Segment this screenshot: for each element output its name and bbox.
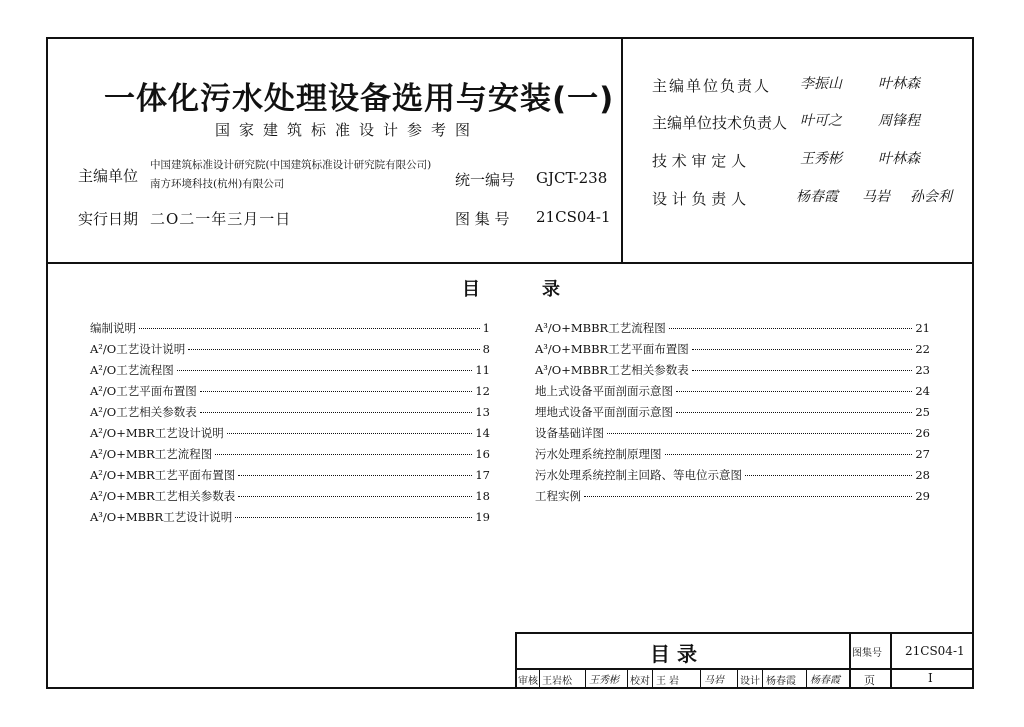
title-block-mid-line (515, 668, 973, 670)
reviewer-name: 王岩松 (542, 676, 572, 687)
toc-entry[interactable]: A²/O+MBR工艺平面布置图 17 (90, 468, 490, 482)
chief-unit-tech-leader-sig-2: 周锋程 (878, 113, 920, 129)
tb-sep (737, 668, 738, 688)
tb-sep (700, 668, 701, 688)
atlas-subtitle: 国家建筑标准设计参考图 (215, 121, 480, 139)
atlas-title: 一体化污水处理设备选用与安装(一) (104, 81, 615, 117)
editor-unit-line1: 中国建筑标准设计研究院(中国建筑标准设计研究院有限公司) (150, 159, 432, 171)
tech-approver-sig-1: 王秀彬 (800, 151, 842, 167)
toc-entry[interactable]: A²/O工艺流程图 11 (90, 363, 490, 377)
chief-unit-leader-sig-2: 叶林森 (878, 76, 920, 92)
toc-entry[interactable]: 设备基础详图 26 (535, 426, 930, 440)
toc-entry[interactable]: A³/O+MBBR工艺设计说明 19 (90, 510, 490, 524)
review-signature: 王秀彬 (589, 675, 619, 686)
toc-entry[interactable]: A²/O工艺相关参数表 13 (90, 405, 490, 419)
page-value: I (928, 671, 933, 685)
chief-unit-leader-sig-1: 李振山 (800, 76, 842, 92)
toc-entry[interactable]: A³/O+MBBR工艺相关参数表 23 (535, 363, 930, 377)
effective-date-value: 二O二一年三月一日 (150, 210, 292, 228)
tb-sep (806, 668, 807, 688)
toc-entry[interactable]: 工程实例 29 (535, 489, 930, 503)
atlas-no-value: 21CS04-1 (536, 208, 611, 226)
toc-entry[interactable]: 污水处理系统控制主回路、等电位示意图 28 (535, 468, 930, 482)
tb-sep (585, 668, 586, 688)
tech-approver-sig-2: 叶林森 (878, 151, 920, 167)
chief-unit-tech-leader-sig-1: 叶可之 (800, 113, 842, 129)
toc-entry[interactable]: A³/O+MBBR工艺平面布置图 22 (535, 342, 930, 356)
toc-entry[interactable]: A²/O+MBR工艺设计说明 14 (90, 426, 490, 440)
title-block-col-divider (849, 632, 851, 688)
toc-entry[interactable]: 埋地式设备平面剖面示意图 25 (535, 405, 930, 419)
tb-sep (762, 668, 763, 688)
toc-entry[interactable]: 编制说明 1 (90, 321, 490, 335)
title-block-top-line (515, 632, 973, 634)
tech-approver-label: 技 术 审 定 人 (652, 152, 747, 170)
check-signature: 马岩 (704, 675, 724, 686)
toc-title-2: 录 (542, 279, 560, 300)
title-block-caption: 目 录 (650, 642, 697, 666)
unified-no-label: 统一编号 (455, 171, 516, 189)
check-label: 校对 (630, 676, 650, 687)
unified-no-value: GJCT-238 (536, 169, 608, 187)
tb-sep (652, 668, 653, 688)
header-divider (621, 38, 623, 264)
title-block-col-divider-2 (890, 632, 892, 688)
design-leader-sig-2: 马岩 (862, 189, 890, 205)
editor-unit-line2: 南方环境科技(杭州)有限公司 (150, 178, 285, 190)
toc-entry[interactable]: A²/O+MBR工艺流程图 16 (90, 447, 490, 461)
effective-date-label: 实行日期 (78, 210, 139, 228)
chief-unit-tech-leader-label: 主编单位技术负责人 (652, 114, 788, 132)
design-signature: 杨春霞 (810, 675, 840, 686)
title-block-left-line (515, 632, 517, 688)
checker-name: 王岩 (656, 676, 682, 687)
toc-entry[interactable]: 地上式设备平面剖面示意图 24 (535, 384, 930, 398)
toc-entry[interactable]: A²/O工艺设计说明 8 (90, 342, 490, 356)
review-label: 审核 (518, 676, 538, 687)
toc-entry[interactable]: 污水处理系统控制原理图 27 (535, 447, 930, 461)
toc-entry[interactable]: A²/O+MBR工艺相关参数表 18 (90, 489, 490, 503)
chief-unit-leader-label: 主编单位负责人 (652, 77, 772, 95)
design-leader-label: 设 计 负 责 人 (652, 190, 747, 208)
toc-title-1: 目 (462, 279, 480, 300)
tb-sep (627, 668, 628, 688)
toc-entry[interactable]: A³/O+MBBR工艺流程图 21 (535, 321, 930, 335)
page-label: 页 (864, 674, 875, 687)
design-label: 设计 (740, 676, 760, 687)
header-bottom-line (47, 262, 973, 264)
designer-name: 杨春霞 (766, 676, 796, 687)
title-block-atlas-value: 21CS04-1 (905, 644, 965, 658)
design-leader-sig-1: 杨春霞 (796, 189, 838, 205)
atlas-no-label: 图 集 号 (455, 210, 510, 228)
design-leader-sig-3: 孙会利 (910, 189, 952, 205)
toc-entry[interactable]: A²/O工艺平面布置图 12 (90, 384, 490, 398)
tb-sep (539, 668, 540, 688)
title-block-atlas-label: 图集号 (852, 648, 882, 659)
editor-unit-label: 主编单位 (78, 167, 139, 185)
